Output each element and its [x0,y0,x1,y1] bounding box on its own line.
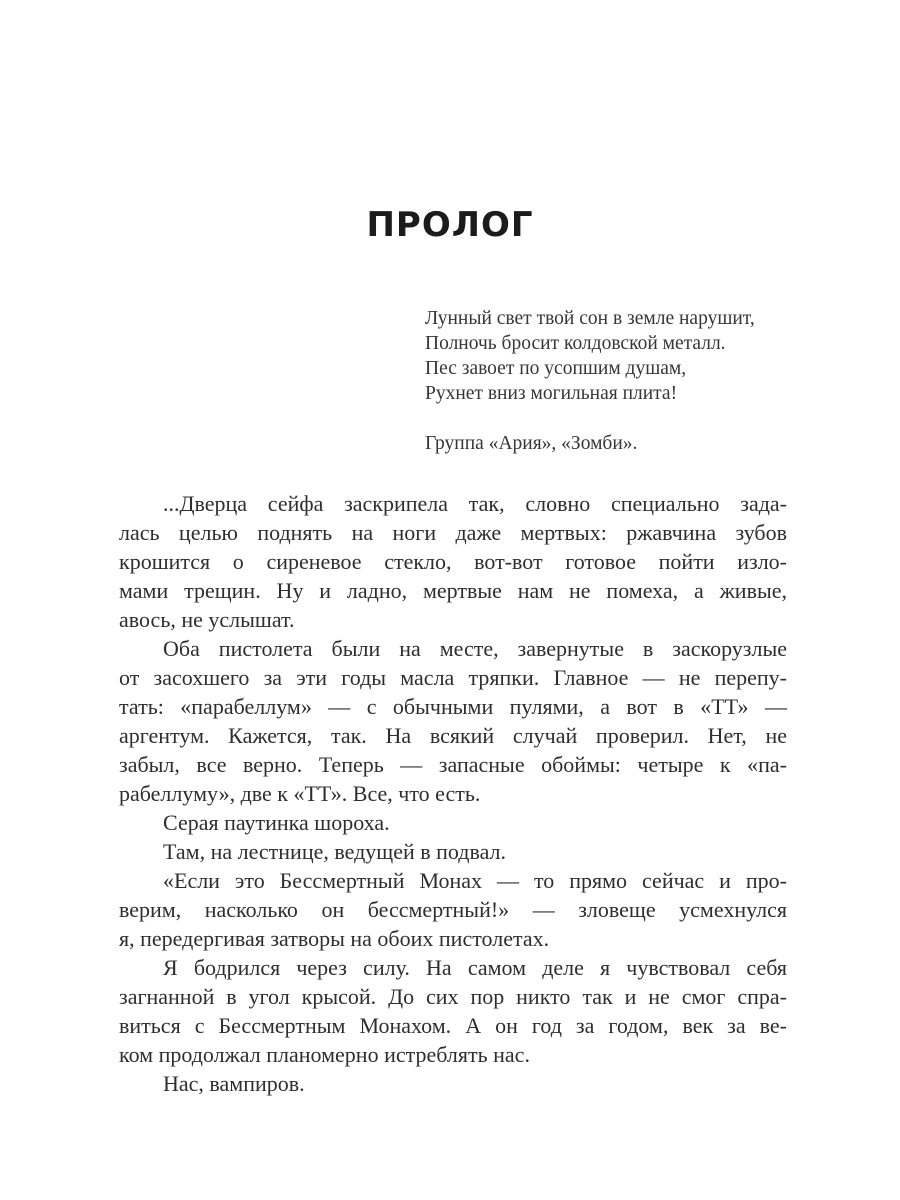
body-text [119,489,787,1098]
text-line: «Если это Бессмертный Монах — то прямо сейчас и про- [163,868,787,893]
paragraph [119,634,787,808]
text-line: крошится о сиреневое стекло, вот-вот готовое пойти изло- [119,549,787,574]
epigraph-line: Пес завоет по усопшим душам, [425,358,687,379]
text-line: лась целью поднять на ноги даже мертвых: ржавчина зубов [119,520,787,545]
text-line: тать: «парабеллум» — с обычными пулями, а вот в «ТТ» — [119,694,787,719]
epigraph-verse [425,306,797,406]
text-line: я, передергивая затворы на обоих пистолетах. [119,926,550,951]
text-line: мами трещин. Ну и ладно, мертвые нам не помеха, а живые, [119,578,787,603]
epigraph-attribution: Группа «Ария», «Зомби». [425,433,638,454]
paragraph [119,489,787,634]
text-line: верим, насколько он бессмертный!» — зловеще усмехнулся [119,897,787,922]
epigraph [425,306,797,456]
text-line: забыл, все верно. Теперь — запасные обоймы: четыре к «па- [119,752,787,777]
text-line: загнанной в угол крысой. До сих пор никто так и не смог спра- [119,984,787,1009]
text-line: Я бодрился через силу. На самом деле я чувствовал себя [163,955,787,980]
epigraph-line: Лунный свет твой сон в земле нарушит, [425,308,755,329]
paragraph [119,1069,787,1098]
text-line: рабеллуму», две к «ТТ». Все, что есть. [119,781,481,806]
paragraph [119,808,787,837]
epigraph-line: Рухнет вниз могильная плита! [425,383,678,404]
text-line: от засохшего за эти годы масла тряпки. Главное — не перепу- [119,665,787,690]
text-line: Нас, вампиров. [163,1071,305,1096]
paragraph [119,953,787,1069]
text-line: ...Дверца сейфа заскрипела так, словно специально зада- [163,491,787,516]
epigraph-line: Полночь бросит колдовской металл. [425,333,726,354]
text-line: ком продолжал планомерно истреблять нас. [119,1042,530,1067]
text-line: Серая паутинка шороха. [163,810,390,835]
chapter-title: ПРОЛОГ [366,205,534,245]
text-line: виться с Бессмертным Монахом. А он год за годом, век за ве- [119,1013,787,1038]
text-line: авось, не услышат. [119,607,295,632]
paragraph [119,866,787,953]
paragraph [119,837,787,866]
text-line: Там, на лестнице, ведущей в подвал. [163,839,507,864]
text-line: аргентум. Кажется, так. На всякий случай проверил. Нет, не [119,723,787,748]
text-line: Оба пистолета были на месте, завернутые в заскорузлые [163,636,787,661]
